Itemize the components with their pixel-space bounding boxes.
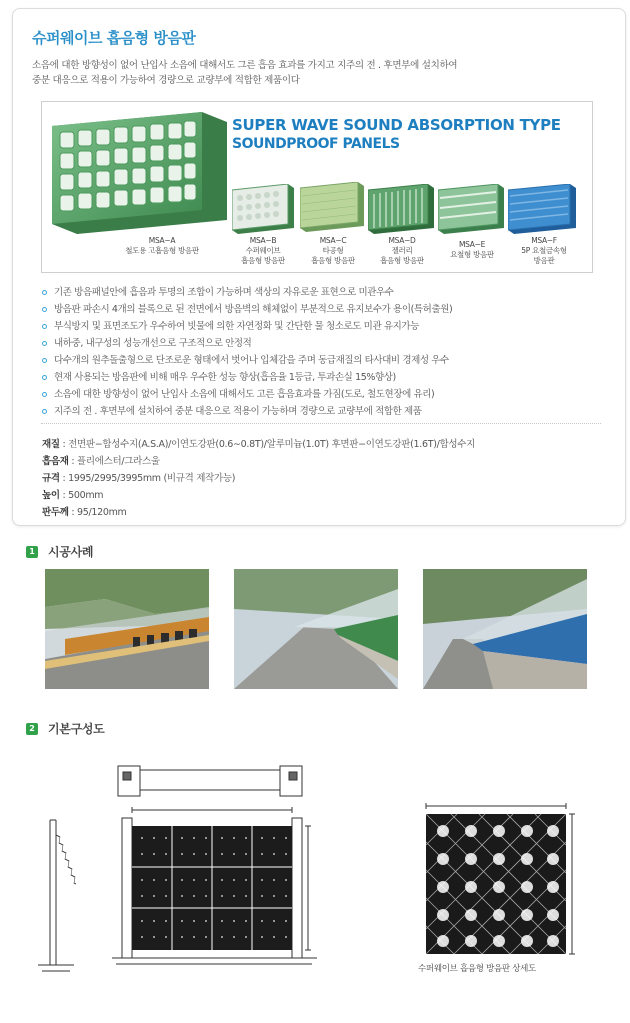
panel-msa-d-label [367, 236, 437, 266]
panel-msa-a-label [112, 236, 212, 256]
panel-msa-b-image [232, 184, 294, 234]
panel-msa-a-image [52, 112, 227, 234]
detail-drawing [418, 800, 578, 960]
panel-code: MSA−A [148, 236, 176, 245]
bullet-icon [42, 409, 47, 414]
spec-thickness: 판두께 : 95/120mm [42, 507, 127, 518]
intro-text [32, 58, 592, 88]
panel-name: 수퍼웨이브 [245, 246, 281, 255]
bullet-icon [42, 341, 47, 346]
page-title: 슈퍼웨이브 흡음형 방음판 [32, 29, 196, 47]
panel-msa-f-image [508, 184, 576, 234]
feature-item: 현재 사용되는 방음판에 비해 매우 우수한 성능 향상(흡음율 1등급, 투과손실 15%향상) [42, 369, 602, 386]
bullet-icon [42, 375, 47, 380]
spec-absorber: 흡음재 : 플리에스터/그라스울 [42, 456, 160, 467]
section-number-badge: 1 [26, 546, 38, 558]
lineup-title-line-2: SOUNDPROOF PANELS [232, 136, 400, 152]
panel-msa-d-image [368, 184, 434, 234]
case-photo-3 [423, 569, 587, 689]
top-section-drawing [114, 760, 306, 800]
side-view-drawing [36, 815, 76, 975]
lineup-title-line-1: SUPER WAVE SOUND ABSORPTION TYPE [232, 116, 561, 134]
product-lineup [41, 101, 593, 273]
spec-height: 높이 : 500mm [42, 490, 104, 501]
panel-code: MSA−C [319, 236, 347, 245]
panel-code: MSA−F [531, 236, 557, 245]
panel-code: MSA−E [458, 240, 486, 249]
spec-list [42, 436, 475, 521]
bullet-icon [42, 290, 47, 295]
case-photo-1 [45, 569, 209, 689]
panel-name: 철도용 고흡음형 방음판 [125, 246, 199, 255]
panel-msa-f-label [506, 236, 582, 266]
panel-name: 5P 요철금속형 [521, 246, 567, 255]
bullet-icon [42, 358, 47, 363]
feature-item: 부식방지 및 표면조도가 우수하여 빗물에 의한 자연정화 및 간단한 물 청소로도 미관 유지가능 [42, 318, 602, 335]
feature-item: 소음에 대한 방향성이 없어 난입사 소음에 대해서도 고른 흡음효과를 가짐(도로, 철도현장에 유리) [42, 386, 602, 403]
panel-msa-e-image [438, 184, 504, 234]
panel-code: MSA−B [249, 236, 277, 245]
drawing-caption: 수퍼웨이브 흡음형 방음판 상세도 [418, 964, 536, 974]
feature-item: 내하중, 내구성의 성능개선으로 구조적으로 안정적 [42, 335, 602, 352]
case-photo-2 [234, 569, 398, 689]
panel-name-2: 흡음형 방음판 [311, 256, 355, 265]
feature-item: 다수개의 원추돌출형으로 단조로운 형태에서 벗어나 입체감을 주며 동급재질의 타사대비 경제성 우수 [42, 352, 602, 369]
panel-name: 젤러리 [391, 246, 413, 255]
feature-item: 방음판 파손시 4개의 블록으로 된 전면에서 방음벽의 해체없이 부분적으로 유지보수가 용이(특허출원) [42, 301, 602, 318]
spec-material: 재질 : 전면판−합성수지(A.S.A)/이연도강판(0.6∼0.8T)/알루미늄(1.0T) 후면판−이연도강판(1.6T)/합성수지 [42, 439, 476, 450]
panel-msa-e-label [437, 240, 507, 260]
panel-msa-c-image [300, 182, 364, 232]
feature-list [42, 284, 602, 420]
intro-line-1: 소음에 대한 방향성이 없어 난입사 소음에 대해서도 그른 흡음 효과를 가지고 지주의 전 . 후면부에 설치하여 [32, 60, 458, 71]
panel-name: 요철형 방음판 [450, 250, 494, 259]
feature-item: 기존 방음패널안에 흡음과 투명의 조합이 가능하며 색상의 자유로운 표현으로 미관우수 [42, 284, 602, 301]
spec-size: 규격 : 1995/2995/3995mm (비규격 제작가능) [42, 473, 236, 484]
panel-name-2: 흡음형 방음판 [241, 256, 285, 265]
feature-item: 지주의 전 . 후면부에 설치하여 중분 대응으로 적용이 가능하며 경량으로 교량부에 적합한 제품 [42, 403, 602, 420]
section-number-badge: 2 [26, 723, 38, 735]
section-title: 기본구성도 [48, 722, 105, 736]
section-basic-configuration [26, 720, 104, 737]
section-construction-cases [26, 543, 93, 560]
intro-line-2: 중분 대응으로 적용이 가능하여 경량으로 교량부에 적합한 제품이다 [32, 75, 300, 86]
panel-msa-b-label [228, 236, 298, 266]
panel-code: MSA−D [388, 236, 416, 245]
panel-name: 타공형 [322, 246, 344, 255]
front-view-drawing [112, 806, 322, 978]
divider [41, 423, 601, 424]
bullet-icon [42, 324, 47, 329]
bullet-icon [42, 392, 47, 397]
panel-name-2: 방음판 [533, 256, 555, 265]
bullet-icon [42, 307, 47, 312]
panel-msa-c-label [298, 236, 368, 266]
panel-name-2: 흡음형 방음판 [380, 256, 424, 265]
section-title: 시공사례 [48, 545, 94, 559]
